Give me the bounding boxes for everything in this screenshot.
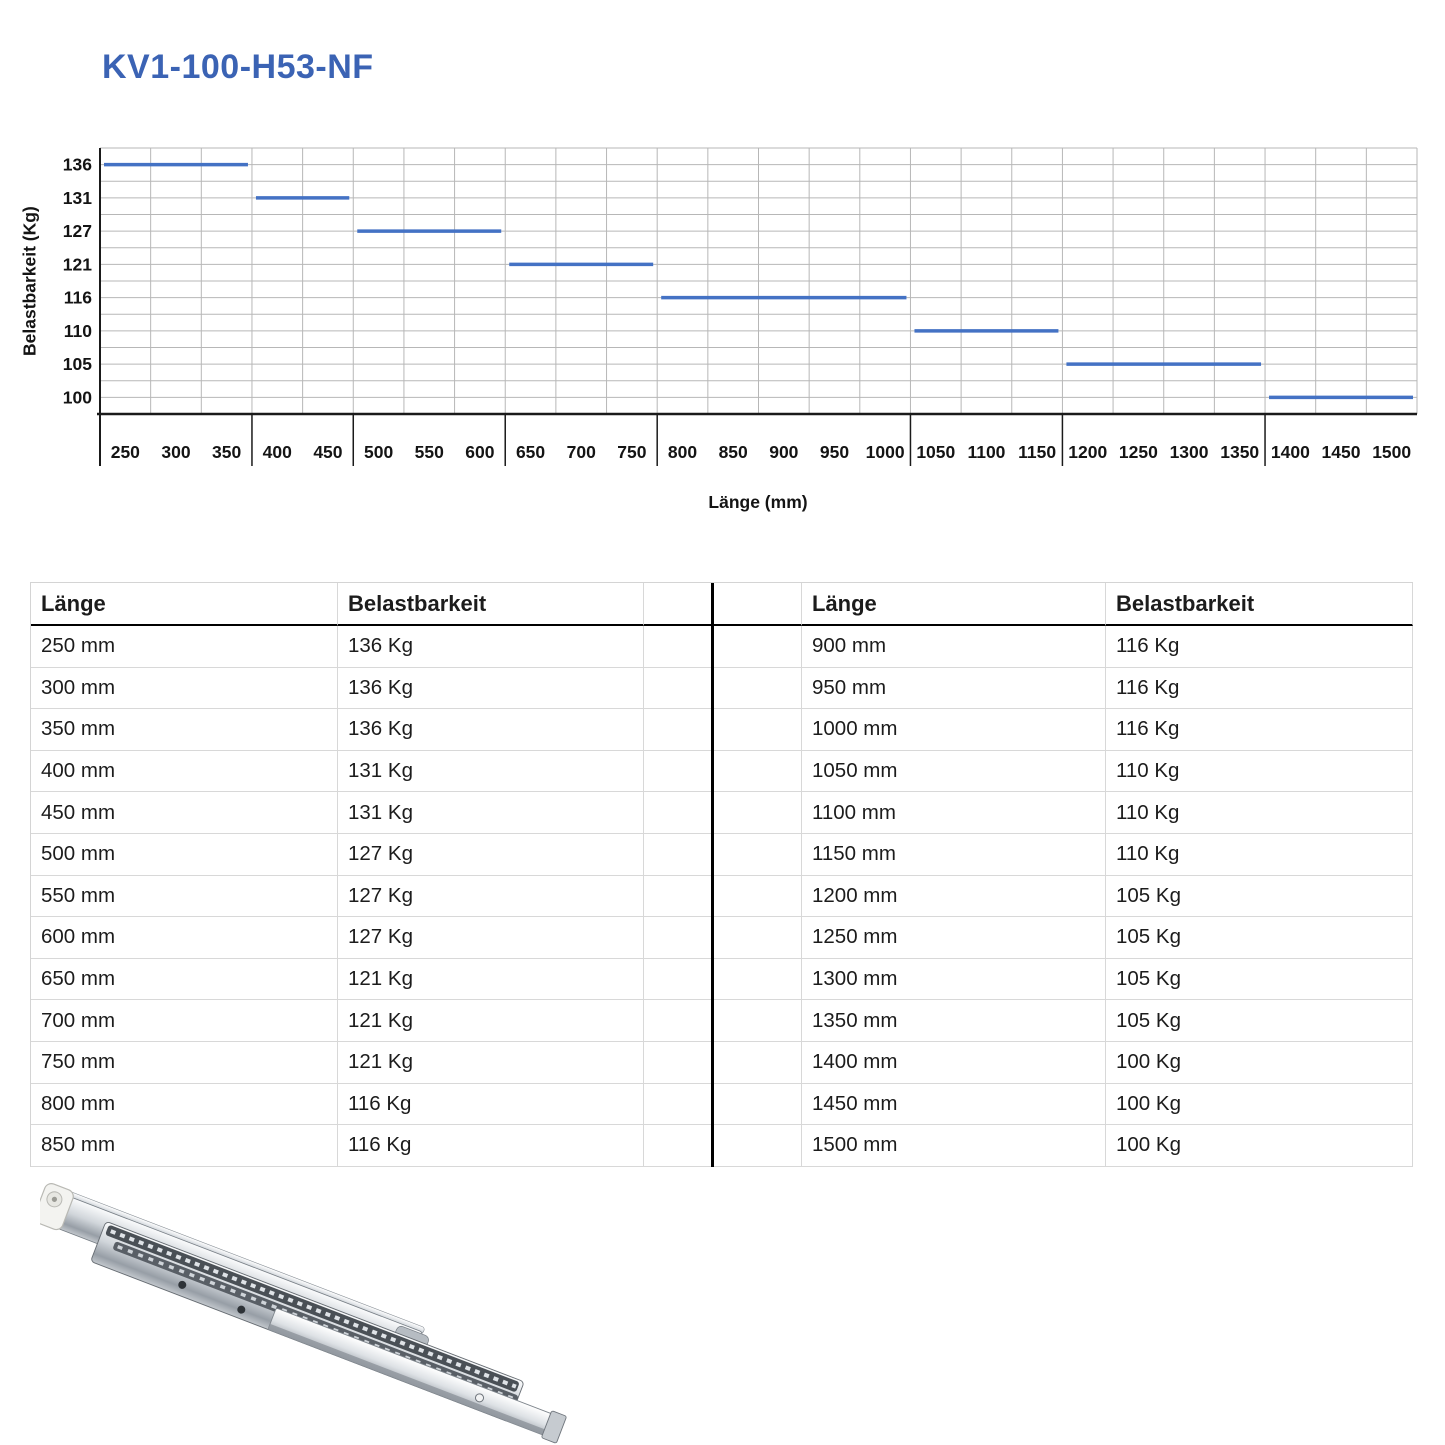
load-capacity-chart — [0, 130, 1445, 525]
y-tick-label: 136 — [62, 154, 92, 175]
col-header-belastbarkeit: Belastbarkeit — [338, 583, 644, 626]
cell-empty — [644, 1042, 712, 1084]
col-header-laenge: Länge — [31, 583, 338, 626]
product-photo — [40, 1180, 600, 1445]
y-tick-label: 110 — [63, 320, 92, 341]
cell-belastbarkeit: 121 Kg — [338, 1042, 644, 1084]
cell-laenge: 250 mm — [31, 626, 338, 668]
cell-belastbarkeit: 105 Kg — [1106, 959, 1413, 1001]
cell-belastbarkeit: 116 Kg — [1106, 668, 1413, 710]
table-center-divider — [711, 583, 714, 1167]
x-tick-label: 500 — [363, 442, 394, 462]
cell-empty — [712, 709, 802, 751]
y-tick-label: 105 — [62, 354, 92, 375]
cell-empty — [644, 1000, 712, 1042]
cell-empty — [644, 709, 712, 751]
cell-laenge: 1450 mm — [802, 1084, 1106, 1126]
bearing-channel-1 — [105, 1225, 520, 1393]
cell-belastbarkeit: 100 Kg — [1106, 1084, 1413, 1126]
cell-belastbarkeit: 105 Kg — [1106, 876, 1413, 918]
page-title: KV1-100-H53-NF — [102, 48, 374, 86]
col-header-laenge: Länge — [802, 583, 1106, 626]
cell-empty — [712, 751, 802, 793]
y-tick-label: 121 — [62, 254, 92, 275]
cell-empty — [712, 917, 802, 959]
cell-belastbarkeit: 100 Kg — [1106, 1042, 1413, 1084]
cell-empty — [644, 668, 712, 710]
chart-y-axis-title: Belastbarkeit (Kg) — [19, 206, 40, 356]
cell-belastbarkeit: 116 Kg — [1106, 626, 1413, 668]
cell-empty — [644, 626, 712, 668]
chart-x-axis-title: Länge (mm) — [708, 492, 808, 512]
x-tick-label: 850 — [718, 442, 748, 462]
cell-laenge: 800 mm — [31, 1084, 338, 1126]
cell-belastbarkeit: 110 Kg — [1106, 751, 1413, 793]
cell-belastbarkeit: 121 Kg — [338, 959, 644, 1001]
cell-empty — [712, 668, 802, 710]
cell-laenge: 1200 mm — [802, 876, 1106, 918]
cell-laenge: 1300 mm — [802, 959, 1106, 1001]
cell-empty — [712, 876, 802, 918]
cell-laenge: 750 mm — [31, 1042, 338, 1084]
cell-empty — [644, 917, 712, 959]
x-tick-label: 250 — [110, 442, 140, 462]
cell-belastbarkeit: 136 Kg — [338, 626, 644, 668]
cell-belastbarkeit: 116 Kg — [338, 1084, 644, 1126]
load-table — [30, 582, 1413, 1167]
cell-empty — [712, 1125, 802, 1167]
cell-laenge: 650 mm — [31, 959, 338, 1001]
y-tick-label: 131 — [62, 187, 92, 208]
cell-belastbarkeit: 127 Kg — [338, 834, 644, 876]
x-tick-label: 1450 — [1321, 442, 1361, 462]
cell-belastbarkeit: 131 Kg — [338, 792, 644, 834]
x-tick-label: 800 — [667, 442, 698, 462]
cell-laenge: 900 mm — [802, 626, 1106, 668]
cell-belastbarkeit: 116 Kg — [338, 1125, 644, 1167]
cell-belastbarkeit: 105 Kg — [1106, 1000, 1413, 1042]
cell-laenge: 450 mm — [31, 792, 338, 834]
cell-laenge: 1250 mm — [802, 917, 1106, 959]
cell-belastbarkeit: 100 Kg — [1106, 1125, 1413, 1167]
col-header-belastbarkeit: Belastbarkeit — [1106, 583, 1413, 626]
cell-empty — [712, 792, 802, 834]
cell-laenge: 700 mm — [31, 1000, 338, 1042]
cell-empty — [644, 1125, 712, 1167]
cell-laenge: 550 mm — [31, 876, 338, 918]
x-tick-label: 950 — [819, 442, 850, 462]
cell-laenge: 1400 mm — [802, 1042, 1106, 1084]
y-tick-label: 127 — [62, 221, 92, 242]
cell-belastbarkeit: 121 Kg — [338, 1000, 644, 1042]
cell-laenge: 950 mm — [802, 668, 1106, 710]
y-tick-label: 100 — [62, 387, 92, 408]
x-tick-label: 550 — [414, 442, 444, 462]
x-tick-label: 700 — [566, 442, 596, 462]
cell-belastbarkeit: 136 Kg — [338, 668, 644, 710]
cell-laenge: 600 mm — [31, 917, 338, 959]
x-tick-label: 1400 — [1270, 442, 1310, 462]
x-tick-label: 900 — [769, 442, 799, 462]
cell-laenge: 850 mm — [31, 1125, 338, 1167]
cell-belastbarkeit: 127 Kg — [338, 917, 644, 959]
x-tick-label: 400 — [262, 442, 292, 462]
cell-belastbarkeit: 110 Kg — [1106, 834, 1413, 876]
slide-rail-assembly — [40, 1182, 579, 1444]
cell-laenge: 350 mm — [31, 709, 338, 751]
cell-laenge: 1150 mm — [802, 834, 1106, 876]
cell-belastbarkeit: 131 Kg — [338, 751, 644, 793]
x-tick-label: 1150 — [1018, 442, 1057, 462]
cell-laenge: 300 mm — [31, 668, 338, 710]
cell-belastbarkeit: 105 Kg — [1106, 917, 1413, 959]
x-tick-label: 1350 — [1220, 442, 1260, 462]
cell-empty — [712, 1000, 802, 1042]
cell-belastbarkeit: 136 Kg — [338, 709, 644, 751]
cell-laenge: 400 mm — [31, 751, 338, 793]
x-tick-label: 650 — [515, 442, 546, 462]
x-tick-label: 1200 — [1068, 442, 1108, 462]
cell-empty — [712, 834, 802, 876]
col-header-empty — [644, 583, 712, 626]
x-tick-label: 300 — [161, 442, 191, 462]
cell-empty — [644, 751, 712, 793]
cell-empty — [712, 1084, 802, 1126]
x-tick-label: 1300 — [1169, 442, 1209, 462]
cell-empty — [644, 959, 712, 1001]
x-tick-label: 1500 — [1372, 442, 1412, 462]
cell-belastbarkeit: 127 Kg — [338, 876, 644, 918]
cell-empty — [644, 792, 712, 834]
cell-empty — [712, 1042, 802, 1084]
cell-belastbarkeit: 116 Kg — [1106, 709, 1413, 751]
cell-laenge: 1100 mm — [802, 792, 1106, 834]
cell-laenge: 1000 mm — [802, 709, 1106, 751]
x-tick-label: 750 — [617, 442, 647, 462]
x-tick-label: 1000 — [865, 442, 905, 462]
x-tick-label: 600 — [465, 442, 495, 462]
y-tick-label: 116 — [63, 287, 92, 308]
x-tick-label: 450 — [313, 442, 343, 462]
cell-empty — [644, 834, 712, 876]
cell-belastbarkeit: 110 Kg — [1106, 792, 1413, 834]
cell-laenge: 1050 mm — [802, 751, 1106, 793]
x-tick-label: 350 — [212, 442, 242, 462]
cell-laenge: 1350 mm — [802, 1000, 1106, 1042]
x-tick-label: 1100 — [967, 442, 1006, 462]
cell-empty — [644, 876, 712, 918]
cell-laenge: 1500 mm — [802, 1125, 1106, 1167]
x-tick-label: 1250 — [1118, 442, 1158, 462]
cell-empty — [644, 1084, 712, 1126]
cell-empty — [712, 959, 802, 1001]
x-tick-label: 1050 — [916, 442, 956, 462]
cell-laenge: 500 mm — [31, 834, 338, 876]
col-header-empty — [712, 583, 802, 626]
cell-empty — [712, 626, 802, 668]
